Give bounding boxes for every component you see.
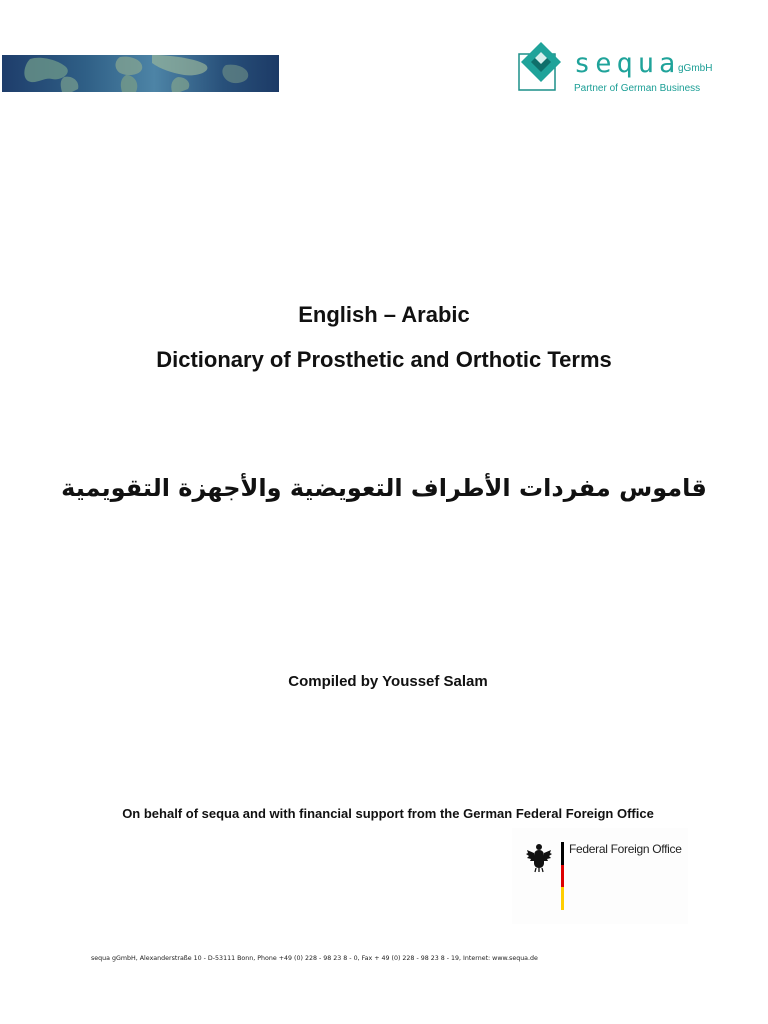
- federal-foreign-office-logo: [512, 828, 688, 924]
- sequa-logo-mark-icon: [517, 40, 573, 96]
- document-title: Dictionary of Prosthetic and Orthotic Terms: [156, 347, 612, 372]
- federal-foreign-office-label: Federal Foreign Office: [569, 842, 682, 856]
- flag-stripe-gold: [561, 887, 564, 910]
- german-flag-bar: [561, 842, 564, 910]
- document-title-language-pair: English – Arabic: [298, 302, 470, 327]
- world-map-banner: [2, 55, 279, 92]
- flag-stripe-red: [561, 865, 564, 888]
- world-map-graphic: [2, 55, 279, 92]
- sequa-logo: [517, 40, 717, 100]
- logo-tagline: Partner of German Business: [574, 83, 701, 94]
- logo-suffix: gGmbH: [678, 63, 713, 74]
- sponsorship-statement: On behalf of sequa and with financial support from the German Federal Foreign Office: [122, 806, 654, 821]
- federal-eagle-icon: [525, 841, 553, 873]
- logo-wordmark: sequa: [574, 48, 681, 79]
- flag-stripe-black: [561, 842, 564, 865]
- document-title-arabic: قاموس مفردات الأطراف التعويضية والأجهزة التقويمية: [61, 474, 707, 502]
- compiled-by: Compiled by Youssef Salam: [288, 673, 488, 690]
- footer-contact-info: sequa gGmbH, Alexanderstraße 10 - D-53111 Bonn, Phone +49 (0) 228 - 98 23 8 - 0, Fax + 49 (0) 228 - 98 23 8 - 19, Internet: www.sequa.de: [91, 955, 538, 962]
